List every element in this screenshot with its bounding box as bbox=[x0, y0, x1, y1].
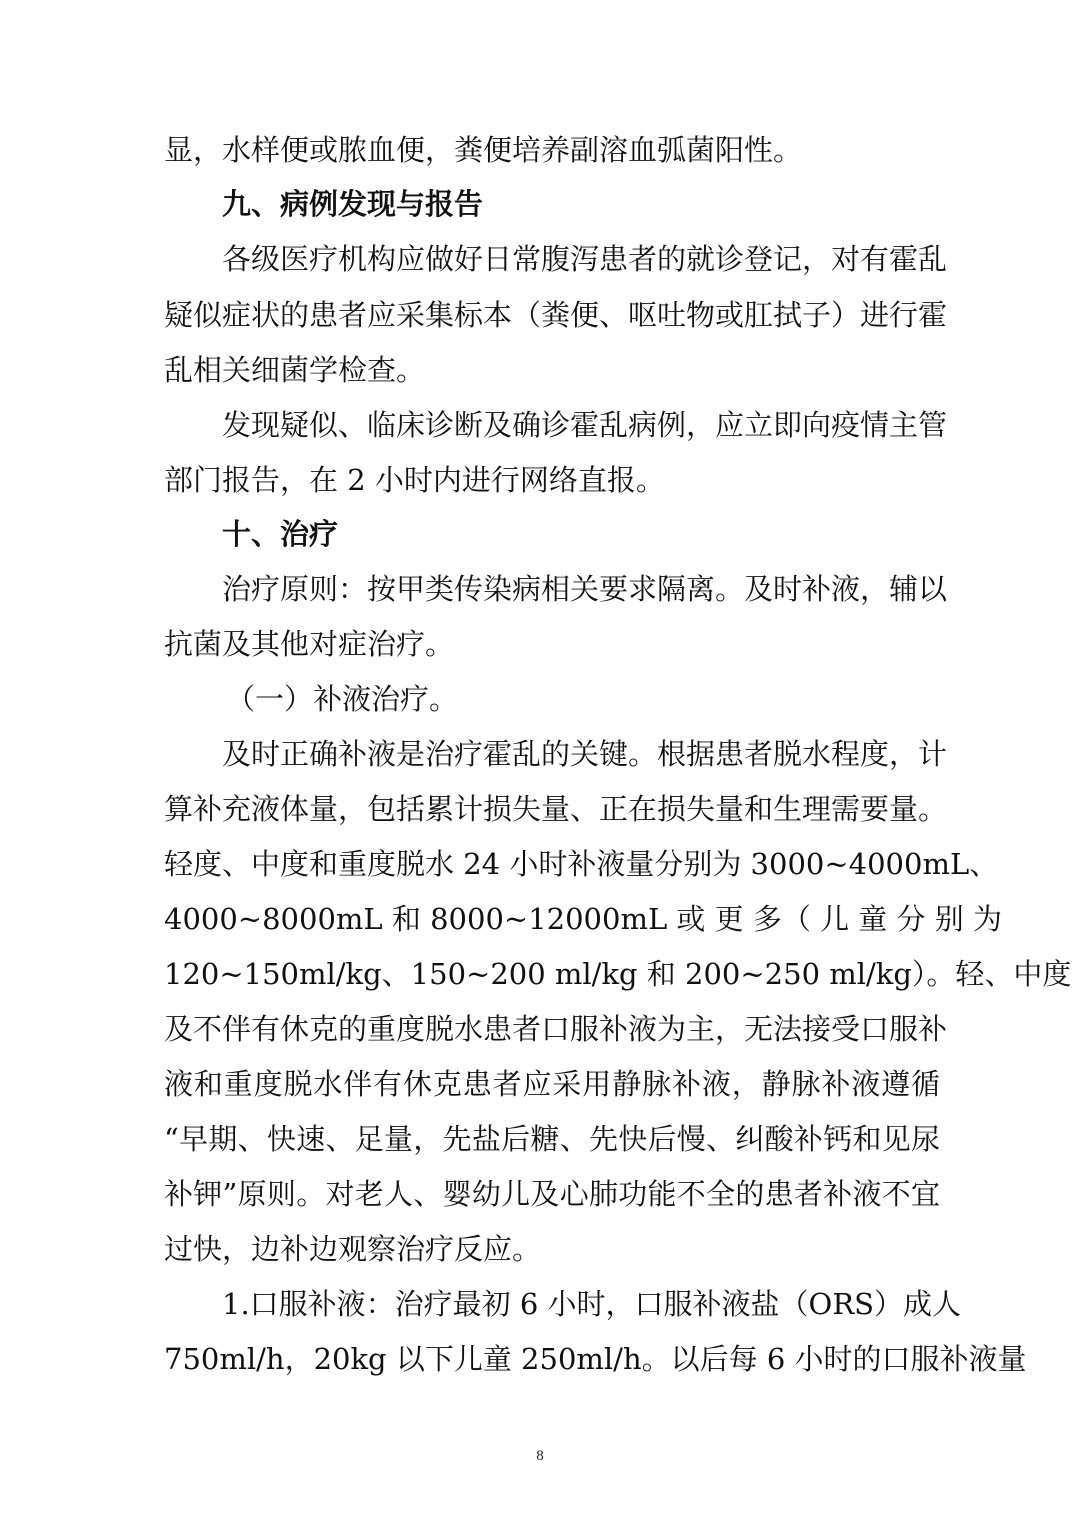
section-heading-case-report: 九、病例发现与报告 bbox=[222, 187, 484, 221]
paragraph-line: 液和重度脱水伴有休克患者应采用静脉补液，静脉补液遵循 bbox=[164, 1067, 940, 1101]
paragraph-line: 过快，边补边观察治疗反应。 bbox=[164, 1232, 542, 1266]
paragraph-line: 4000~8000mL 和 8000~12000mL 或 更 多（ 儿 童 分 别 为 bbox=[164, 902, 1002, 936]
paragraph-line: 120~150ml/kg、150~200 ml/kg 和 200~250 ml/kg）。轻、中度 bbox=[164, 957, 1072, 991]
paragraph-line: 各级医疗机构应做好日常腹泻患者的就诊登记，对有霍乱 bbox=[222, 242, 948, 276]
page-number: 8 bbox=[536, 1448, 544, 1464]
paragraph-line: 750ml/h，20kg 以下儿童 250ml/h。以后每 6 小时的口服补液量 bbox=[164, 1342, 1027, 1376]
paragraph-line: “早期、快速、足量，先盐后糖、先快后慢、纠酸补钙和见尿 bbox=[164, 1122, 940, 1156]
paragraph-line: 发现疑似、临床诊断及确诊霍乱病例，应立即向疫情主管 bbox=[222, 408, 948, 442]
paragraph-line: 抗菌及其他对症治疗。 bbox=[164, 627, 455, 661]
paragraph-line: 部门报告，在 2 小时内进行网络直报。 bbox=[164, 463, 665, 497]
paragraph-line: 补钾”原则。对老人、婴幼儿及心肺功能不全的患者补液不宜 bbox=[164, 1177, 940, 1211]
paragraph-line: 疑似症状的患者应采集标本（粪便、呕吐物或肛拭子）进行霍 bbox=[164, 298, 948, 332]
section-heading-treatment: 十、治疗 bbox=[222, 517, 339, 551]
paragraph-line: 及时正确补液是治疗霍乱的关键。根据患者脱水程度，计 bbox=[222, 737, 948, 771]
paragraph-line: 显，水样便或脓血便，粪便培养副溶血弧菌阳性。 bbox=[164, 133, 803, 167]
paragraph-line: 及不伴有休克的重度脱水患者口服补液为主，无法接受口服补 bbox=[164, 1012, 948, 1046]
paragraph-line: 1.口服补液：治疗最初 6 小时，口服补液盐（ORS）成人 bbox=[222, 1287, 962, 1321]
paragraph-line: 治疗原则：按甲类传染病相关要求隔离。及时补液，辅以 bbox=[222, 572, 948, 606]
paragraph-line: 算补充液体量，包括累计损失量、正在损失量和生理需要量。 bbox=[164, 792, 948, 826]
paragraph-line: 轻度、中度和重度脱水 24 小时补液量分别为 3000~4000mL、 bbox=[164, 847, 999, 881]
paragraph-line: 乱相关细菌学检查。 bbox=[164, 353, 426, 387]
subsection-heading-fluid-therapy: （一）补液治疗。 bbox=[226, 682, 459, 716]
